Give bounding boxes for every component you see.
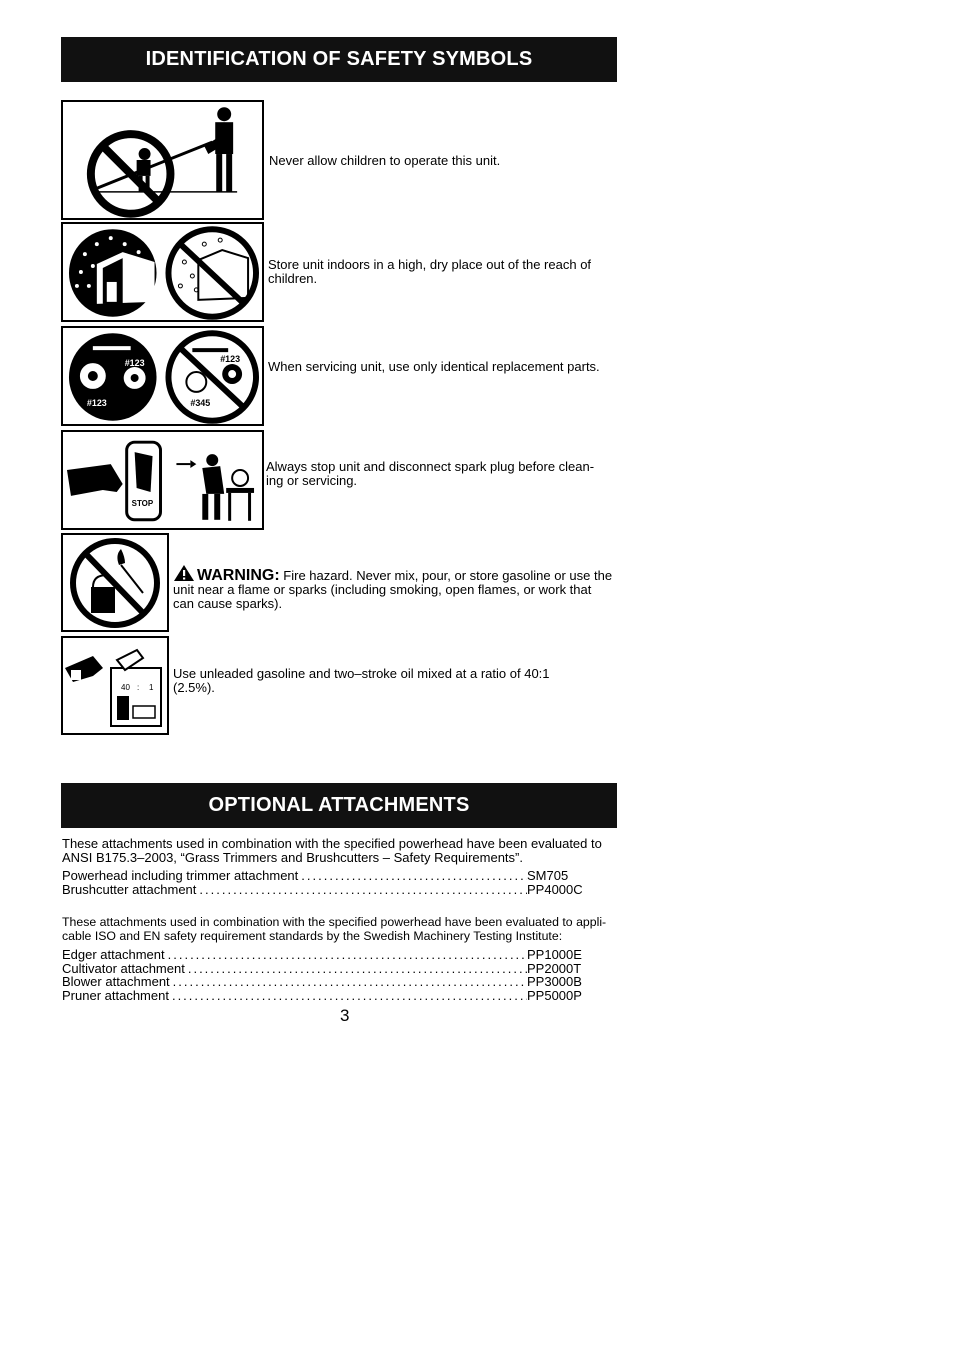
caption-stop-unit: Always stop unit and disconnect spark plug before clean-ing or servicing. xyxy=(266,459,595,488)
leader-dots xyxy=(165,948,527,962)
attachment-name: Blower attachment xyxy=(62,975,170,990)
leader-dots xyxy=(185,962,527,976)
leader-dots xyxy=(169,989,527,1003)
model-code: PP3000B xyxy=(527,975,582,990)
list-item xyxy=(62,948,587,962)
attachments-intro-ansi: These attachments used in combination with the specified powerhead have been evaluated to ANSI B175.3–2003, “Grass Trimmers and Brushcutters – Safety Requirements”. xyxy=(62,836,602,865)
leader-dots xyxy=(298,869,527,883)
warning-label: WARNING: xyxy=(197,567,280,584)
fuel-mix-icon xyxy=(63,638,167,733)
warning-icon xyxy=(173,564,195,582)
replacement-parts-symbol xyxy=(61,326,264,426)
page-number: 3 xyxy=(340,1006,350,1025)
list-item xyxy=(62,962,587,976)
fire-hazard-caption: Fire hazard. Never mix, pour, or store gasoline or use the unit near a flame or sparks (including smoking, open flames, or work that can cause sparks). xyxy=(173,568,613,611)
part-label: #123 xyxy=(220,354,241,365)
model-code: PP5000P xyxy=(527,989,582,1003)
no-flame-icon xyxy=(63,535,167,630)
no-children-icon xyxy=(63,102,262,218)
stop-switch-icon xyxy=(63,432,262,528)
ratio-right: 1 xyxy=(149,683,154,692)
replacement-parts-icon xyxy=(63,328,262,424)
model-code: PP2000T xyxy=(527,961,582,976)
attachment-name: Pruner attachment xyxy=(62,989,169,1003)
stop-unit-symbol xyxy=(61,430,264,530)
caption-fuel-mix: Use unleaded gasoline and two–stroke oil mixed at a ratio of 40:1 (2.5%). xyxy=(173,666,550,695)
model-code: SM705 xyxy=(527,869,569,883)
stop-label: STOP xyxy=(131,498,154,508)
attachment-name: Powerhead including trimmer attachment xyxy=(62,869,299,883)
part-label: #123 xyxy=(124,358,145,369)
attachment-name: Cultivator attachment xyxy=(62,961,185,976)
attachment-name: Brushcutter attachment xyxy=(62,882,197,897)
leader-dots xyxy=(196,883,527,897)
safety-symbols-heading: IDENTIFICATION OF SAFETY SYMBOLS xyxy=(61,37,617,82)
caption-replacement-parts: When servicing unit, use only identical replacement parts. xyxy=(268,359,600,374)
attachments-intro-iso: These attachments used in combination with the specified powerhead have been evaluated to appli-cable ISO and EN safety requirement standards by the Swedish Machinery Testing Institute: xyxy=(62,915,607,943)
ratio-left: 40 xyxy=(121,683,130,692)
list-item xyxy=(62,989,587,1003)
ratio-sep: : xyxy=(137,683,140,692)
list-item xyxy=(62,883,587,897)
store-indoors-symbol xyxy=(61,222,264,322)
caption-no-children: Never allow children to operate this unit. xyxy=(269,153,501,168)
model-code: PP4000C xyxy=(527,882,583,897)
optional-attachments-heading: OPTIONAL ATTACHMENTS xyxy=(61,783,617,828)
caption-store-indoors: Store unit indoors in a high, dry place out of the reach of children. xyxy=(268,257,592,286)
part-label: #345 xyxy=(190,397,211,408)
fire-hazard-symbol xyxy=(61,533,169,632)
store-indoors-icon xyxy=(63,224,262,320)
no-children-symbol xyxy=(61,100,264,220)
attachments-list-iso xyxy=(62,948,587,1003)
part-label: #123 xyxy=(86,397,107,408)
attachments-list-ansi xyxy=(62,869,587,896)
fuel-mix-symbol xyxy=(61,636,169,735)
model-code: PP1000E xyxy=(527,948,582,962)
warning-text xyxy=(173,564,613,611)
leader-dots xyxy=(170,975,527,989)
attachment-name: Edger attachment xyxy=(62,948,165,962)
list-item xyxy=(62,975,587,989)
list-item xyxy=(62,869,587,883)
